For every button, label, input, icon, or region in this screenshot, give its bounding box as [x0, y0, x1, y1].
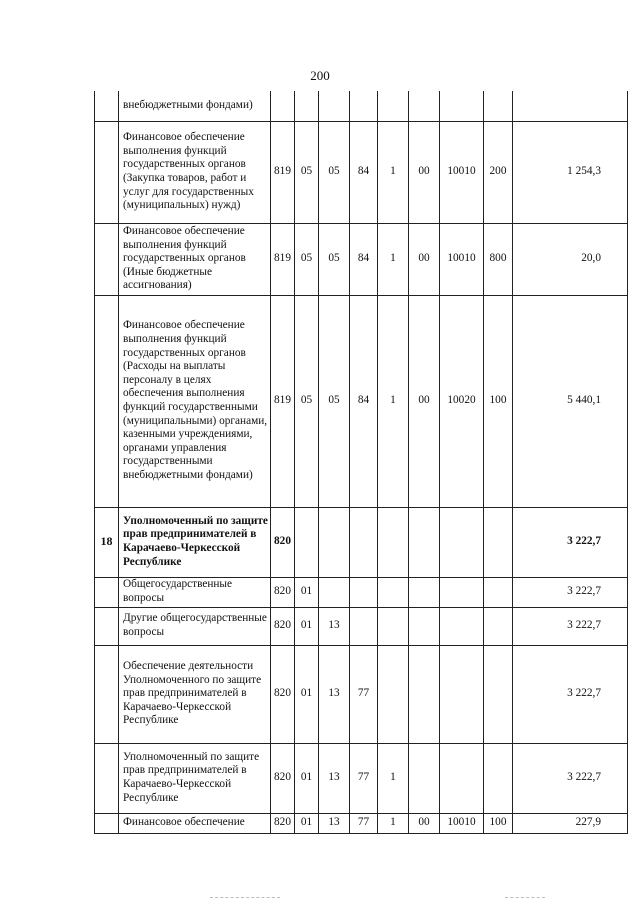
- cell-pr: 05: [319, 295, 350, 507]
- cell-amount: 20,0: [513, 223, 628, 295]
- row-number: [95, 813, 119, 833]
- cell-direction: [440, 743, 484, 813]
- cell-pr: 13: [319, 607, 350, 645]
- cell-program: 77: [350, 743, 378, 813]
- scan-mark-bottom: [210, 897, 280, 898]
- table-row: [95, 607, 628, 645]
- cell-expense-type: 100: [484, 295, 513, 507]
- row-number: [95, 743, 119, 813]
- cell-expense-type: [484, 743, 513, 813]
- cell-direction: 10010: [440, 813, 484, 833]
- cell-subprogram: [378, 507, 409, 577]
- cell-subprogram: [378, 645, 409, 743]
- row-number: [95, 91, 119, 121]
- cell-expense-type: 100: [484, 813, 513, 833]
- cell-program: [350, 91, 378, 121]
- cell-ved: 820: [271, 743, 295, 813]
- cell-rz: 05: [295, 223, 319, 295]
- cell-ved: 820: [271, 645, 295, 743]
- cell-program: 84: [350, 295, 378, 507]
- cell-amount: 3 222,7: [513, 577, 628, 607]
- row-name: Уполномоченный по защите прав предпринимателей в Карачаево-Черкесской Республике: [119, 507, 271, 577]
- cell-direction: [440, 91, 484, 121]
- cell-amount: 227,9: [513, 813, 628, 833]
- cell-main-event: [409, 507, 440, 577]
- row-name: Обеспечение деятельности Уполномоченного по защите прав предпринимателей в Карачаево-Черкесской Республике: [119, 645, 271, 743]
- cell-rz: [295, 91, 319, 121]
- row-name: Финансовое обеспечение выполнения функций государственных органов (Закупка товаров, работ и услуг для государственных (муниципальных) нужд): [119, 121, 271, 223]
- cell-ved: 820: [271, 577, 295, 607]
- cell-rz: 05: [295, 121, 319, 223]
- cell-ved: 819: [271, 121, 295, 223]
- table-row: [95, 813, 628, 833]
- row-name: Общегосударственные вопросы: [119, 577, 271, 607]
- cell-pr: 13: [319, 743, 350, 813]
- cell-subprogram: 1: [378, 295, 409, 507]
- cell-subprogram: 1: [378, 223, 409, 295]
- cell-pr: [319, 91, 350, 121]
- cell-direction: [440, 645, 484, 743]
- cell-direction: 10010: [440, 223, 484, 295]
- cell-direction: 10010: [440, 121, 484, 223]
- cell-subprogram: [378, 607, 409, 645]
- cell-subprogram: 1: [378, 121, 409, 223]
- cell-main-event: [409, 91, 440, 121]
- cell-expense-type: [484, 91, 513, 121]
- cell-program: 84: [350, 223, 378, 295]
- cell-main-event: [409, 577, 440, 607]
- cell-expense-type: [484, 607, 513, 645]
- cell-program: [350, 607, 378, 645]
- cell-pr: 13: [319, 645, 350, 743]
- cell-expense-type: [484, 507, 513, 577]
- cell-ved: 820: [271, 607, 295, 645]
- row-number: [95, 645, 119, 743]
- row-number: [95, 577, 119, 607]
- cell-amount: 1 254,3: [513, 121, 628, 223]
- table-row: [95, 121, 628, 223]
- cell-main-event: [409, 645, 440, 743]
- cell-amount: 5 440,1: [513, 295, 628, 507]
- cell-ved: [271, 91, 295, 121]
- cell-rz: [295, 507, 319, 577]
- table-row: [95, 91, 628, 121]
- cell-main-event: 00: [409, 813, 440, 833]
- table-row: [95, 507, 628, 577]
- cell-pr: 05: [319, 121, 350, 223]
- cell-subprogram: [378, 91, 409, 121]
- cell-subprogram: 1: [378, 743, 409, 813]
- budget-table: [94, 91, 628, 834]
- cell-rz: 05: [295, 295, 319, 507]
- cell-program: [350, 507, 378, 577]
- cell-rz: 01: [295, 607, 319, 645]
- cell-direction: 10020: [440, 295, 484, 507]
- cell-program: 77: [350, 813, 378, 833]
- cell-amount: 3 222,7: [513, 507, 628, 577]
- cell-program: 77: [350, 645, 378, 743]
- cell-amount: 3 222,7: [513, 607, 628, 645]
- table-row: [95, 577, 628, 607]
- table-row: [95, 645, 628, 743]
- table-row: [95, 223, 628, 295]
- page-number: 200: [310, 68, 330, 83]
- cell-main-event: 00: [409, 295, 440, 507]
- cell-amount: 3 222,7: [513, 743, 628, 813]
- cell-main-event: 00: [409, 121, 440, 223]
- cell-subprogram: [378, 577, 409, 607]
- cell-expense-type: 800: [484, 223, 513, 295]
- cell-pr: 05: [319, 223, 350, 295]
- row-name: Финансовое обеспечение: [119, 813, 271, 833]
- row-number: [95, 121, 119, 223]
- row-name: Другие общегосударственные вопросы: [119, 607, 271, 645]
- cell-rz: 01: [295, 813, 319, 833]
- cell-amount: [513, 91, 628, 121]
- row-number: 18: [95, 507, 119, 577]
- cell-subprogram: 1: [378, 813, 409, 833]
- cell-direction: [440, 607, 484, 645]
- row-number: [95, 295, 119, 507]
- table-row: [95, 743, 628, 813]
- cell-expense-type: [484, 645, 513, 743]
- cell-ved: 819: [271, 295, 295, 507]
- row-name: Уполномоченный по защите прав предпринимателей в Карачаево-Черкесской Республике: [119, 743, 271, 813]
- cell-program: [350, 577, 378, 607]
- cell-pr: [319, 507, 350, 577]
- cell-rz: 01: [295, 577, 319, 607]
- table-row: [95, 295, 628, 507]
- row-number: [95, 607, 119, 645]
- row-name: Финансовое обеспечение выполнения функций государственных органов (Расходы на выплаты персоналу в целях обеспечения выполнения функций государственными (муниципальными) органами, казенными учреждениями, органами управления государственными внебюджетными фондами): [119, 295, 271, 507]
- cell-ved: 820: [271, 813, 295, 833]
- budget-table-body: [95, 91, 628, 833]
- cell-amount: 3 222,7: [513, 645, 628, 743]
- cell-pr: 13: [319, 813, 350, 833]
- row-name: внебюджетными фондами): [119, 91, 271, 121]
- cell-program: 84: [350, 121, 378, 223]
- cell-direction: [440, 507, 484, 577]
- cell-main-event: 00: [409, 223, 440, 295]
- cell-rz: 01: [295, 743, 319, 813]
- cell-main-event: [409, 743, 440, 813]
- cell-rz: 01: [295, 645, 319, 743]
- cell-direction: [440, 577, 484, 607]
- row-name: Финансовое обеспечение выполнения функций государственных органов (Иные бюджетные ассигнования): [119, 223, 271, 295]
- row-number: [95, 223, 119, 295]
- cell-expense-type: 200: [484, 121, 513, 223]
- cell-pr: [319, 577, 350, 607]
- scan-mark-bottom-right: [505, 897, 545, 898]
- cell-expense-type: [484, 577, 513, 607]
- cell-main-event: [409, 607, 440, 645]
- cell-ved: 819: [271, 223, 295, 295]
- cell-ved: 820: [271, 507, 295, 577]
